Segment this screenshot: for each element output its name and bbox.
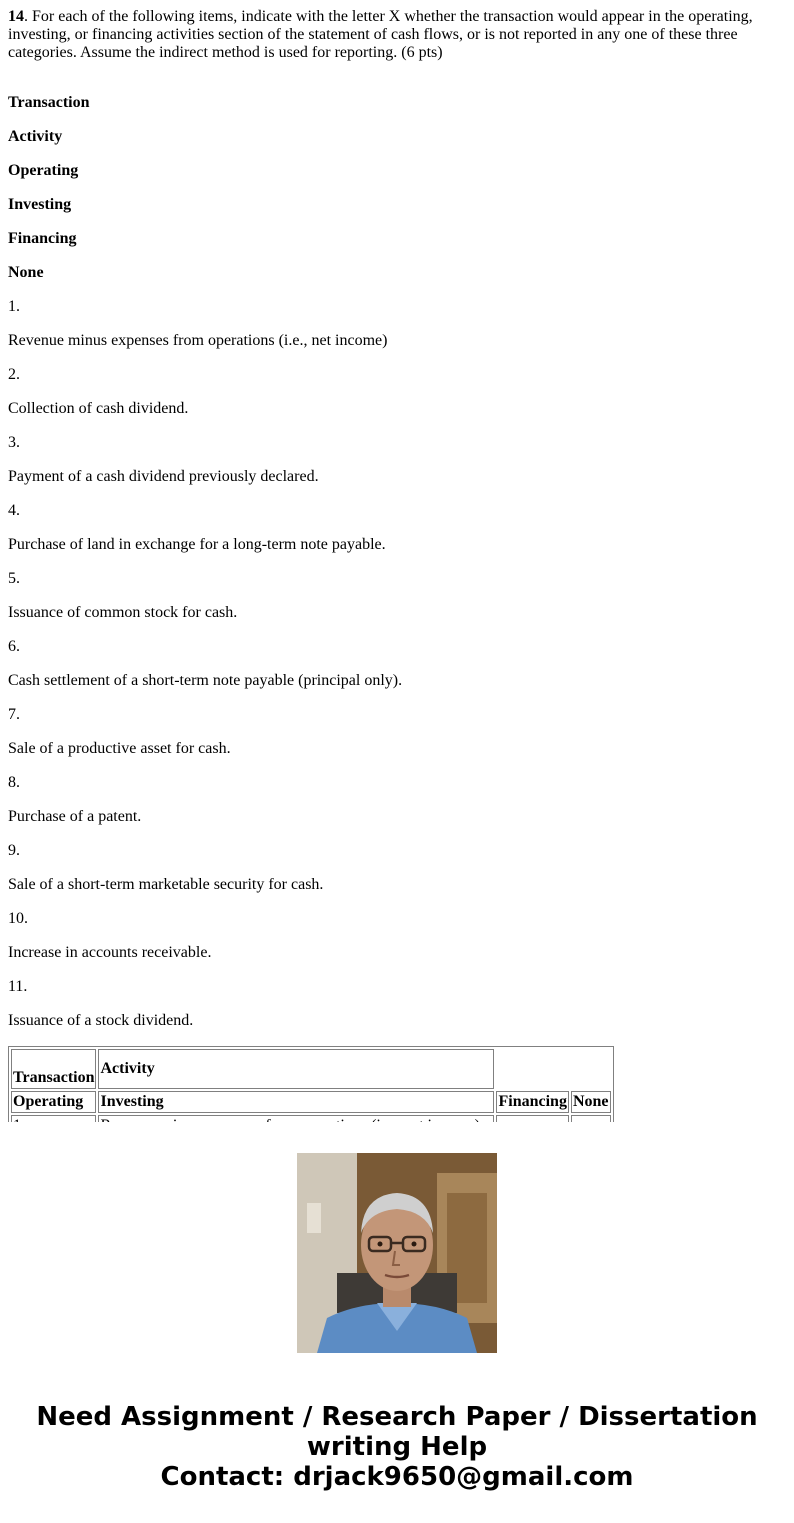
question-number: 14: [8, 8, 24, 25]
table-header-activity: Activity: [98, 1049, 494, 1089]
item-text: Issuance of common stock for cash.: [8, 604, 238, 621]
person-portrait-icon: [297, 1153, 497, 1353]
table-header-financing: Financing: [496, 1091, 568, 1113]
item-number: 9.: [8, 842, 20, 859]
heading-financing: Financing: [8, 230, 77, 247]
table-header-none: None: [571, 1091, 611, 1113]
item-text: Payment of a cash dividend previously declared.: [8, 468, 319, 485]
item-number: 10.: [8, 910, 28, 927]
item-number: 8.: [8, 774, 20, 791]
heading-transaction: Transaction: [8, 94, 90, 111]
item-text: Cash settlement of a short-term note payable (principal only).: [8, 672, 403, 689]
item-text: Purchase of a patent.: [8, 808, 142, 825]
promo-banner: [0, 1402, 794, 1492]
banner-line: writing Help: [306, 1432, 488, 1462]
document-body: [8, 8, 786, 1122]
author-photo: [297, 1153, 497, 1353]
heading-investing: Investing: [8, 196, 72, 213]
item-text: Increase in accounts receivable.: [8, 944, 212, 961]
question-text: [8, 8, 786, 62]
item-text: Sale of a short-term marketable security for cash.: [8, 876, 324, 893]
item-text: Issuance of a stock dividend.: [8, 1012, 194, 1029]
item-number: 5.: [8, 570, 20, 587]
table-row: [11, 1049, 611, 1089]
heading-operating: Operating: [8, 162, 79, 179]
banner-line: Need Assignment / Research Paper / Dissertation: [36, 1402, 758, 1432]
question-body: . For each of the following items, indicate with the letter X whether the transaction would appear in the operating, investing, or financing activities section of the statement of cash flows, or is not reported in any one of these three categories. Assume the indirect method is used for reporting. (6 pts): [8, 8, 753, 61]
table-row: [11, 1091, 611, 1113]
item-text: Collection of cash dividend.: [8, 400, 189, 417]
item-number: 3.: [8, 434, 20, 451]
item-number: 11.: [8, 978, 28, 995]
item-number: 6.: [8, 638, 20, 655]
item-number: 1.: [8, 298, 20, 315]
table-empty-cell: [496, 1049, 610, 1089]
item-text: Revenue minus expenses from operations (i.e., net income): [8, 332, 388, 349]
item-number: 2.: [8, 366, 20, 383]
heading-none: None: [8, 264, 44, 281]
table-header-operating: Operating: [11, 1091, 96, 1113]
contact-email[interactable]: Contact: drjack9650@gmail.com: [160, 1462, 634, 1492]
table-header-investing: Investing: [98, 1091, 494, 1113]
heading-activity: Activity: [8, 128, 63, 145]
item-number: 4.: [8, 502, 20, 519]
item-text: Purchase of land in exchange for a long-term note payable.: [8, 536, 386, 553]
item-text: Sale of a productive asset for cash.: [8, 740, 231, 757]
table-header-transaction: Transaction: [11, 1049, 96, 1089]
item-number: 7.: [8, 706, 20, 723]
